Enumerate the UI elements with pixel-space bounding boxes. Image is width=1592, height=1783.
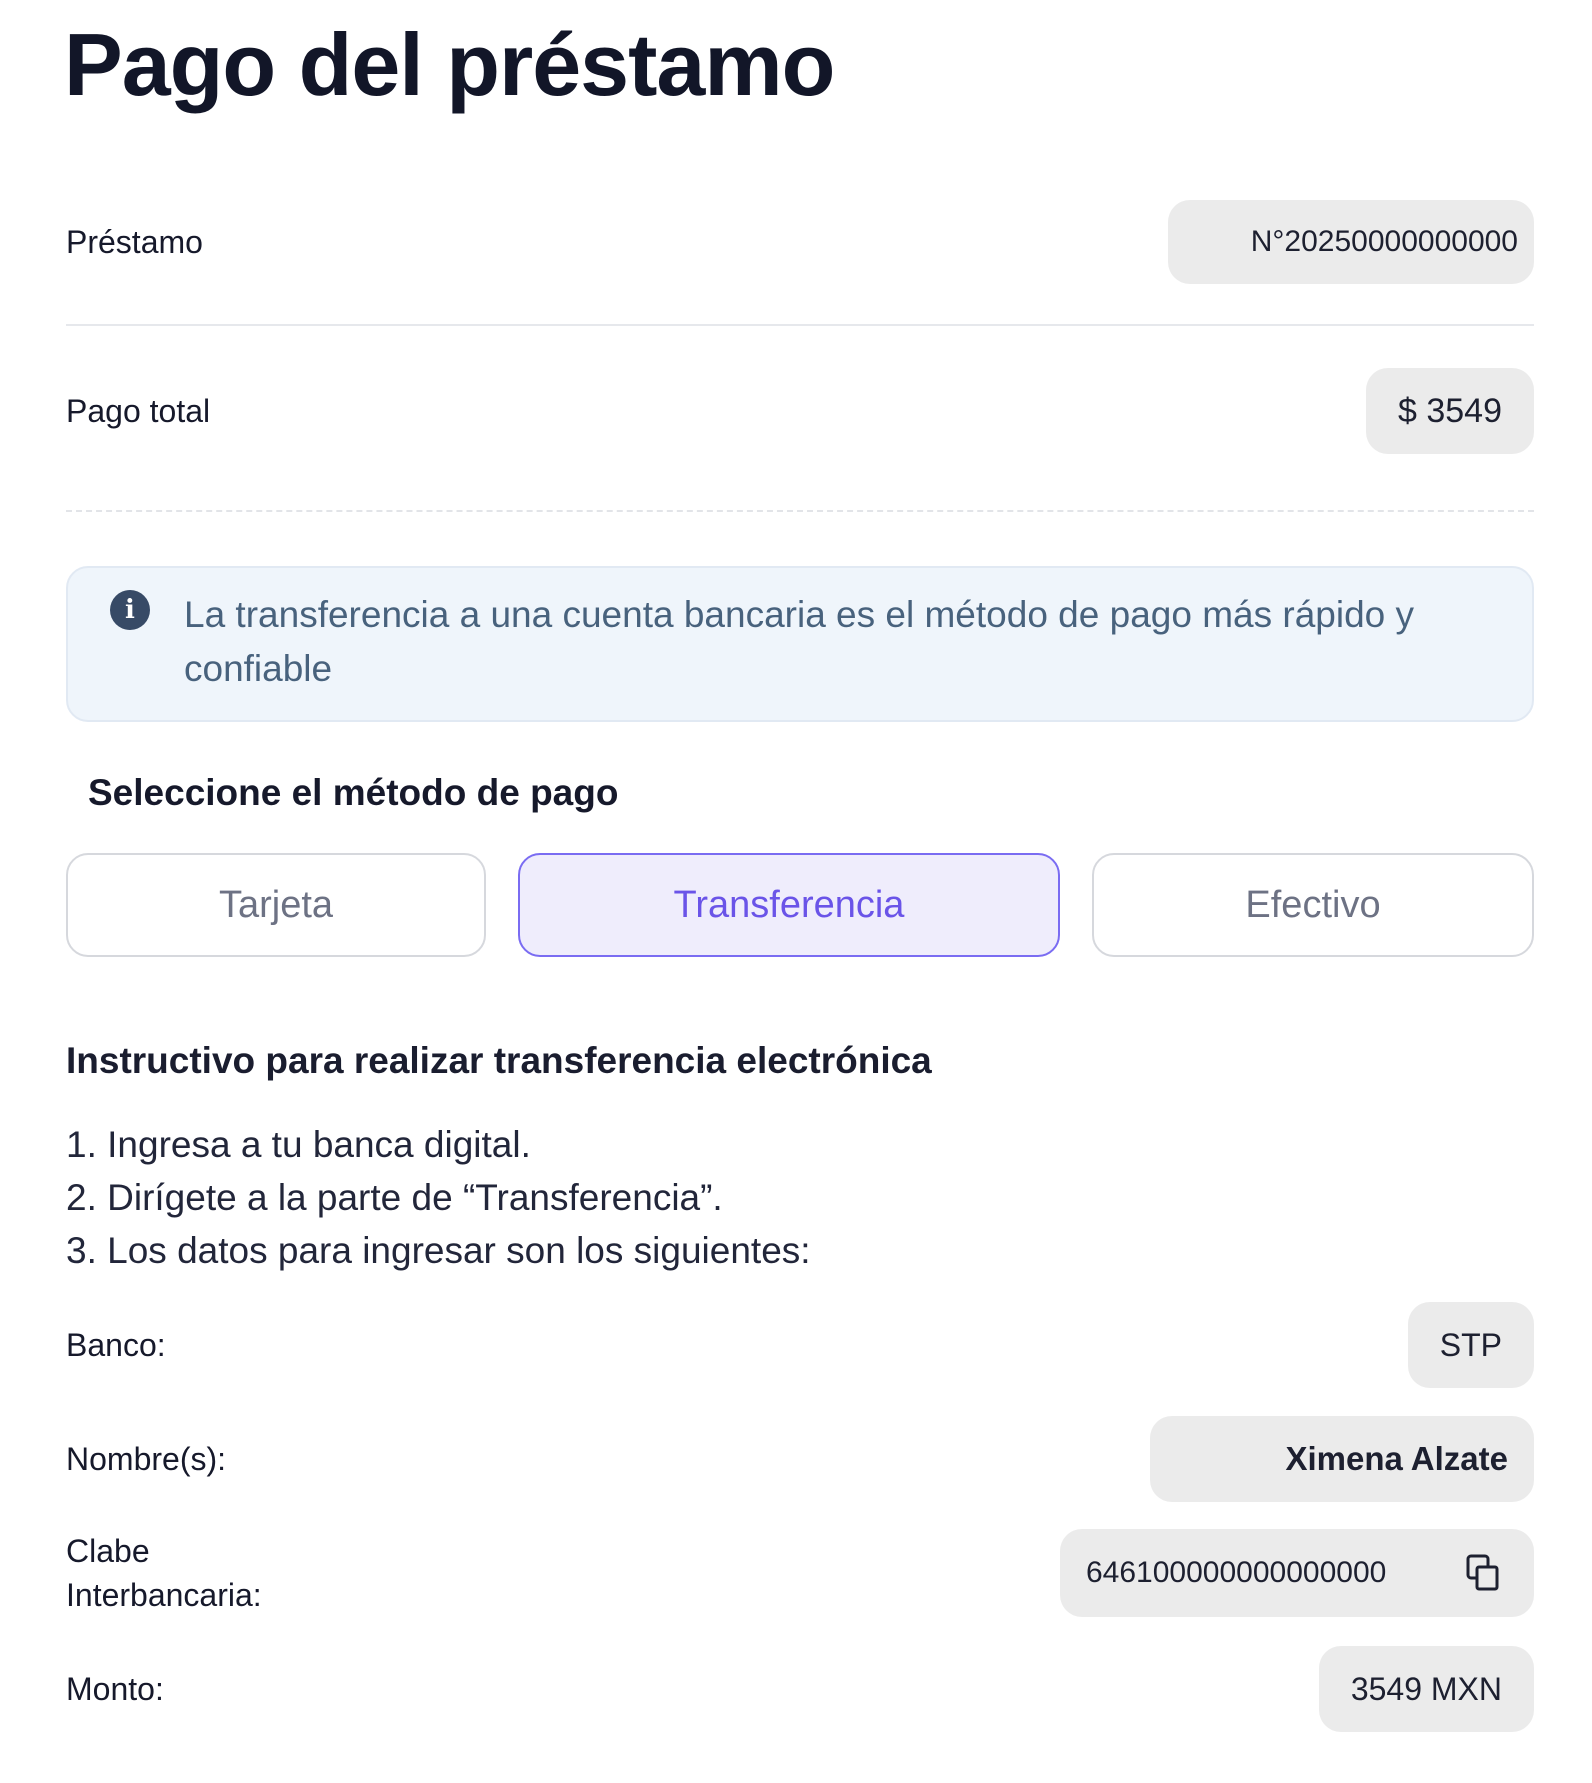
name-row xyxy=(66,1416,1534,1502)
bank-label: Banco: xyxy=(66,1326,166,1363)
total-value-badge: $ 3549 xyxy=(1366,368,1534,454)
clabe-row xyxy=(66,1528,1534,1618)
payment-method-selector xyxy=(66,853,1534,957)
name-label: Nombre(s): xyxy=(66,1440,227,1477)
total-label: Pago total xyxy=(66,392,211,429)
instruction-steps xyxy=(66,1118,811,1277)
info-banner xyxy=(66,566,1534,722)
method-cash-button[interactable]: Efectivo xyxy=(1092,853,1534,957)
instruction-step: 2. Dirígete a la parte de “Transferencia”. xyxy=(66,1177,723,1218)
method-card-button[interactable]: Tarjeta xyxy=(66,853,486,957)
loan-number-badge: N°20250000000000 xyxy=(1168,200,1534,284)
amount-value-badge: 3549 MXN xyxy=(1319,1646,1534,1732)
loan-row xyxy=(66,200,1534,284)
bank-row xyxy=(66,1302,1534,1388)
page-title: Pago del préstamo xyxy=(64,15,835,114)
clabe-value: 646100000000000000 xyxy=(1086,1556,1387,1589)
loan-label: Préstamo xyxy=(66,223,203,260)
clabe-label xyxy=(66,1529,262,1617)
instruction-step: 3. Los datos para ingresar son los siguientes: xyxy=(66,1230,811,1271)
instruction-step: 1. Ingresa a tu banca digital. xyxy=(66,1124,531,1165)
amount-label: Monto: xyxy=(66,1670,164,1707)
divider xyxy=(66,324,1534,326)
payment-method-label: Seleccione el método de pago xyxy=(88,772,619,813)
info-message: La transferencia a una cuenta bancaria es el método de pago más rápido y confiable xyxy=(184,594,1415,689)
dashed-divider xyxy=(66,510,1534,512)
bank-value-badge: STP xyxy=(1408,1302,1534,1388)
method-transfer-button[interactable]: Transferencia xyxy=(518,853,1060,957)
clabe-label-line1: Clabe xyxy=(66,1533,150,1569)
info-icon: i xyxy=(110,590,150,630)
clabe-label-line2: Interbancaria: xyxy=(66,1577,262,1613)
clabe-copy-button[interactable] xyxy=(1060,1529,1534,1617)
copy-icon[interactable] xyxy=(1466,1554,1500,1592)
amount-row xyxy=(66,1646,1534,1732)
total-row xyxy=(66,368,1534,454)
name-value-badge: Ximena Alzate xyxy=(1150,1416,1534,1502)
instructions-title: Instructivo para realizar transferencia electrónica xyxy=(66,1040,932,1081)
